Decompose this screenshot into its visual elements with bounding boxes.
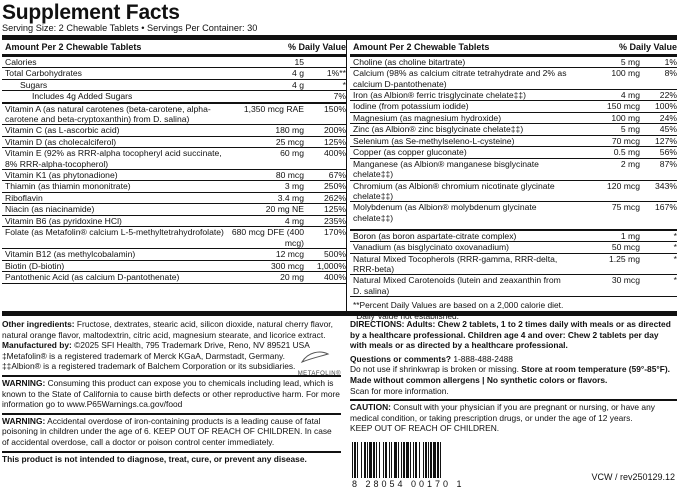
metafolin-leaf-icon — [298, 350, 332, 364]
nutrient-amount: 1.25 mg — [608, 253, 640, 264]
nutrient-name: Magnesium (as magnesium hydroxide) — [353, 112, 502, 123]
nutrient-row — [350, 147, 677, 159]
nutrient-row — [350, 136, 677, 148]
nutrient-amount: 70 mcg — [611, 135, 640, 146]
revision-code: VCW / rev250129.12 — [591, 472, 675, 483]
nutrient-daily-value: * — [342, 79, 346, 90]
nutrient-daily-value: 235% — [324, 215, 346, 226]
nutrient-row — [350, 202, 677, 223]
questions-line: Questions or comments? 1-888-488-2488 — [350, 353, 513, 364]
nutrient-row — [2, 261, 346, 273]
barcode-bar — [441, 442, 442, 478]
nutrient-name: Riboflavin — [5, 192, 43, 203]
nutrient-daily-value: 167% — [655, 202, 677, 213]
nutrient-amount: 0.5 mg — [613, 147, 640, 158]
nutrient-daily-value: 125% — [324, 204, 346, 215]
nutrient-amount: 75 mcg — [611, 202, 640, 213]
nutrient-name: Niacin (as niacinamide) — [5, 204, 95, 215]
nutrient-row — [350, 254, 677, 276]
nutrient-row — [2, 91, 346, 103]
nutrient-daily-value: 22% — [659, 89, 677, 100]
prop65-warning: WARNING: Consuming this product can expose you to chemicals including lead, which is known to the State of California to cause birth defects or other reproductive harm. For more information go to www.P65Warnings.ca.gov/food — [2, 375, 341, 410]
nutrient-daily-value: 127% — [655, 135, 677, 146]
nutrient-amount: 300 mcg — [271, 260, 304, 271]
facts-column-right — [347, 40, 677, 322]
manufacturer: Manufactured by: ©2025 SFI Health, 795 Trademark Drive, Reno, NV 89521 USA — [2, 340, 310, 351]
nutrient-name: Vitamin D (as cholecalciferol) — [5, 136, 117, 147]
nutrient-name: Zinc (as Albion® zinc bisglycinate chelate‡‡) — [353, 124, 524, 135]
directions: DIRECTIONS: Adults: Chew 2 tablets, 1 to 2 times daily with meals or as directed by a healthcare professional. Children age 4 and over: Chew 2 tablets per day with meals or as directed by a healthcare professional. — [350, 319, 671, 351]
metafolin-logo: METAFOLIN® — [298, 350, 341, 379]
nutrient-row — [2, 104, 346, 126]
nutrient-row — [2, 227, 346, 249]
nutrient-name: Pantothenic Acid (as calcium D-pantothenate) — [5, 272, 180, 283]
nutrient-row — [350, 68, 677, 90]
nutrient-daily-value: 45% — [659, 124, 677, 135]
allergen-statement: Made without common allergens | No synthetic colors or flavors. — [350, 375, 608, 385]
nutrient-row — [2, 216, 346, 228]
nutrient-name: Copper (as copper gluconate) — [353, 147, 467, 158]
nutrient-row — [350, 90, 677, 102]
column-header — [350, 40, 677, 57]
dv-note: **Percent Daily Values are based on a 2,000 calorie diet. — [353, 299, 564, 310]
nutrient-amount: 5 mg — [620, 56, 640, 67]
supplement-label — [2, 1, 677, 490]
facts-table — [2, 40, 677, 322]
nutrient-amount: 4 g — [292, 79, 304, 90]
bottom-left — [2, 319, 347, 464]
nutrient-amount: 4 mg — [284, 215, 304, 226]
nutrient-name: Sugars — [20, 79, 48, 90]
nutrient-name: Boron (as boron aspartate-citrate complex) — [353, 230, 517, 241]
nutrient-daily-value: 67% — [328, 169, 346, 180]
nutrient-name: Biotin (D-biotin) — [5, 260, 65, 271]
column-header — [2, 40, 346, 57]
fda-disclaimer: This product is not intended to diagnose, treat, cure, or prevent any disease. — [2, 451, 341, 465]
daily-value-header: % Daily Value — [287, 42, 346, 53]
nutrient-amount: 180 mg — [275, 125, 304, 136]
barcode-bars — [352, 442, 442, 478]
nutrient-row — [2, 249, 346, 261]
barcode-digits: 8 28054 00170 1 — [352, 479, 465, 490]
nutrient-daily-value: 100% — [655, 101, 677, 112]
nutrient-amount: 50 mcg — [611, 242, 640, 253]
nutrient-daily-value: 125% — [324, 136, 346, 147]
nutrient-row — [2, 68, 346, 80]
nutrient-daily-value: 170% — [324, 227, 346, 238]
nutrient-row — [350, 101, 677, 113]
nutrient-amount: 20 mg — [280, 272, 304, 283]
nutrient-row — [2, 125, 346, 137]
scan-info: Scan for more information. — [350, 385, 449, 396]
nutrient-amount: 680 mcg DFE (400 mcg) — [231, 227, 304, 248]
nutrient-name: Chromium (as Albion® chromium nicotinate glycinate chelate‡‡) — [353, 180, 555, 201]
amount-header: Amount Per 2 Chewable Tablets — [5, 42, 142, 53]
amount-header: Amount Per 2 Chewable Tablets — [353, 42, 490, 53]
manufacturer-block — [2, 340, 341, 377]
nutrient-row — [2, 137, 346, 149]
nutrient-daily-value: 200% — [324, 125, 346, 136]
nutrient-amount: 150 mcg — [607, 101, 640, 112]
daily-value-header: % Daily Value — [618, 42, 677, 53]
nutrient-amount: 3 mg — [284, 181, 304, 192]
nutrient-row — [350, 124, 677, 136]
nutrient-name: Iodine (from potassium iodide) — [353, 101, 469, 112]
nutrient-daily-value: 87% — [659, 158, 677, 169]
nutrient-amount: 3.4 mg — [277, 192, 304, 203]
nutrient-row — [2, 193, 346, 205]
nutrient-row — [350, 159, 677, 181]
nutrient-name: Vitamin B12 (as methylcobalamin) — [5, 249, 136, 260]
facts-column-left — [2, 40, 347, 311]
left-rows — [2, 57, 346, 284]
nutrient-row — [2, 148, 346, 170]
nutrient-name: Calories — [5, 56, 37, 67]
nutrient-name: Vitamin E (92% as RRR-alpha tocopheryl acid succinate, 8% RRR-alpha-tocopherol) — [5, 148, 222, 169]
nutrient-amount: 80 mcg — [275, 169, 304, 180]
nutrient-name: Choline (as choline bitartrate) — [353, 56, 466, 67]
nutrient-row — [2, 272, 346, 284]
nutrient-amount: 25 mcg — [275, 136, 304, 147]
nutrient-amount: 100 mg — [611, 112, 640, 123]
nutrient-amount: 1,350 mcg RAE — [243, 103, 304, 114]
nutrient-name: Thiamin (as thiamin mononitrate) — [5, 181, 131, 192]
nutrient-amount: 5 mg — [620, 124, 640, 135]
nutrient-row — [350, 229, 677, 242]
nutrient-amount: 4 mg — [620, 89, 640, 100]
nutrient-row — [2, 57, 346, 69]
trademark-metafolin: ‡Metafolin® is a registered trademark of Merck KGaA, Darmstadt, Germany. — [2, 350, 285, 361]
nutrient-name: Molybdenum (as Albion® molybdenum glycinate chelate‡‡) — [353, 202, 537, 223]
nutrient-row — [2, 170, 346, 182]
caution-block: CAUTION: Consult with your physician if you are pregnant or nursing, or have any medical condition, or taking prescription drugs, or under the age of 12 years. — [350, 399, 677, 423]
serving-info: Serving Size: 2 Chewable Tablets • Servings Per Container: 30 — [2, 23, 258, 33]
nutrient-amount: 100 mg — [611, 68, 640, 79]
nutrient-daily-value: 400% — [324, 148, 346, 159]
seal-storage: Do not use if shrinkwrap is broken or missing. Store at room temperature (59°-85°F). — [350, 364, 670, 375]
facts-header — [2, 2, 677, 40]
nutrient-name: Vitamin B6 (as pyridoxine HCl) — [5, 215, 122, 226]
nutrient-amount: 12 mcg — [275, 249, 304, 260]
nutrient-daily-value: * — [673, 230, 677, 241]
other-ingredients: Other ingredients: Fructose, dextrates, stearic acid, silicon dioxide, natural cherry flavor, natural orange flavor, maltodextrin, citric acid, magnesium stearate, and licorice extract. — [2, 319, 333, 340]
keep-out-of-reach: KEEP OUT OF REACH OF CHILDREN. — [350, 423, 500, 434]
nutrient-amount: 1 mg — [620, 230, 640, 241]
nutrient-name: Includes 4g Added Sugars — [32, 91, 133, 102]
nutrient-daily-value: 8% — [664, 68, 677, 79]
nutrient-daily-value: 1,000% — [316, 260, 346, 271]
nutrient-daily-value: 262% — [324, 192, 346, 203]
nutrient-daily-value: 500% — [324, 249, 346, 260]
nutrient-amount: 60 mg — [280, 148, 304, 159]
right-rows — [350, 57, 677, 297]
nutrient-name: Vanadium (as bisglycinato oxovanadium) — [353, 242, 510, 253]
nutrient-daily-value: 1%** — [326, 68, 346, 79]
nutrient-name: Total Carbohydrates — [5, 68, 82, 79]
nutrient-amount: 30 mcg — [611, 275, 640, 286]
nutrient-row — [2, 204, 346, 216]
nutrient-row — [350, 113, 677, 125]
nutrient-name: Vitamin C (as L-ascorbic acid) — [5, 125, 120, 136]
nutrient-daily-value: 400% — [324, 272, 346, 283]
facts-title: Supplement Facts — [2, 1, 180, 24]
nutrient-name: Natural Mixed Carotenoids (lutein and zeaxanthin from D. salina) — [353, 275, 561, 296]
nutrient-daily-value: 150% — [324, 103, 346, 114]
nutrient-row — [2, 80, 346, 92]
nutrient-daily-value: * — [673, 242, 677, 253]
nutrient-name: Vitamin A (as natural carotenes (beta-carotene, alpha-carotene and beta-cryptoxanthin) from D. salina) — [5, 103, 211, 124]
nutrient-name: Iron (as Albion® ferric trisglycinate chelate‡‡) — [353, 89, 527, 100]
nutrient-name: Calcium (98% as calcium citrate tetrahydrate and 2% as calcium D-pantothenate) — [353, 68, 567, 89]
dv-note: *Daily Value not established. — [353, 311, 459, 322]
nutrient-amount: 15 — [294, 56, 304, 67]
nutrient-name: Natural Mixed Tocopherols (RRR-gamma, RRR-delta, RRR-beta) — [353, 253, 558, 274]
nutrient-amount: 20 mg NE — [265, 204, 304, 215]
iron-warning: WARNING: Accidental overdose of iron-containing products is a leading cause of fatal poisoning in children under the age of 6. KEEP OUT OF REACH OF CHILDREN. In case of accidental overdose, call a doctor or poison control center immediately. — [2, 413, 341, 448]
nutrient-name: Manganese (as Albion® manganese bisglycinate chelate‡‡) — [353, 158, 539, 180]
nutrient-daily-value: 24% — [659, 112, 677, 123]
upc-barcode — [352, 442, 465, 490]
nutrient-daily-value: 7% — [333, 91, 346, 102]
nutrient-daily-value: * — [673, 275, 677, 286]
trademark-albion: ‡‡Albion® is a registered trademark of Balchem Corporation or its subsidiaries. — [2, 361, 296, 372]
nutrient-name: Selenium (as Se-methylseleno-L-cysteine) — [353, 135, 515, 146]
nutrient-row — [2, 181, 346, 193]
nutrient-name: Folate (as Metafolin® calcium L-5-methyltetrahydrofolate) — [5, 227, 224, 238]
nutrient-daily-value: 56% — [659, 147, 677, 158]
nutrient-daily-value: 1% — [664, 56, 677, 67]
nutrient-row — [350, 242, 677, 254]
nutrient-name: Vitamin K1 (as phytonadione) — [5, 169, 118, 180]
nutrient-amount: 120 mcg — [607, 180, 640, 191]
nutrient-row — [350, 181, 677, 203]
nutrient-row — [350, 275, 677, 297]
nutrient-daily-value: * — [673, 253, 677, 264]
nutrient-amount: 2 mg — [620, 158, 640, 169]
nutrient-daily-value: 250% — [324, 181, 346, 192]
nutrient-row — [350, 57, 677, 69]
nutrient-daily-value: 343% — [655, 180, 677, 191]
nutrient-amount: 4 g — [292, 68, 304, 79]
